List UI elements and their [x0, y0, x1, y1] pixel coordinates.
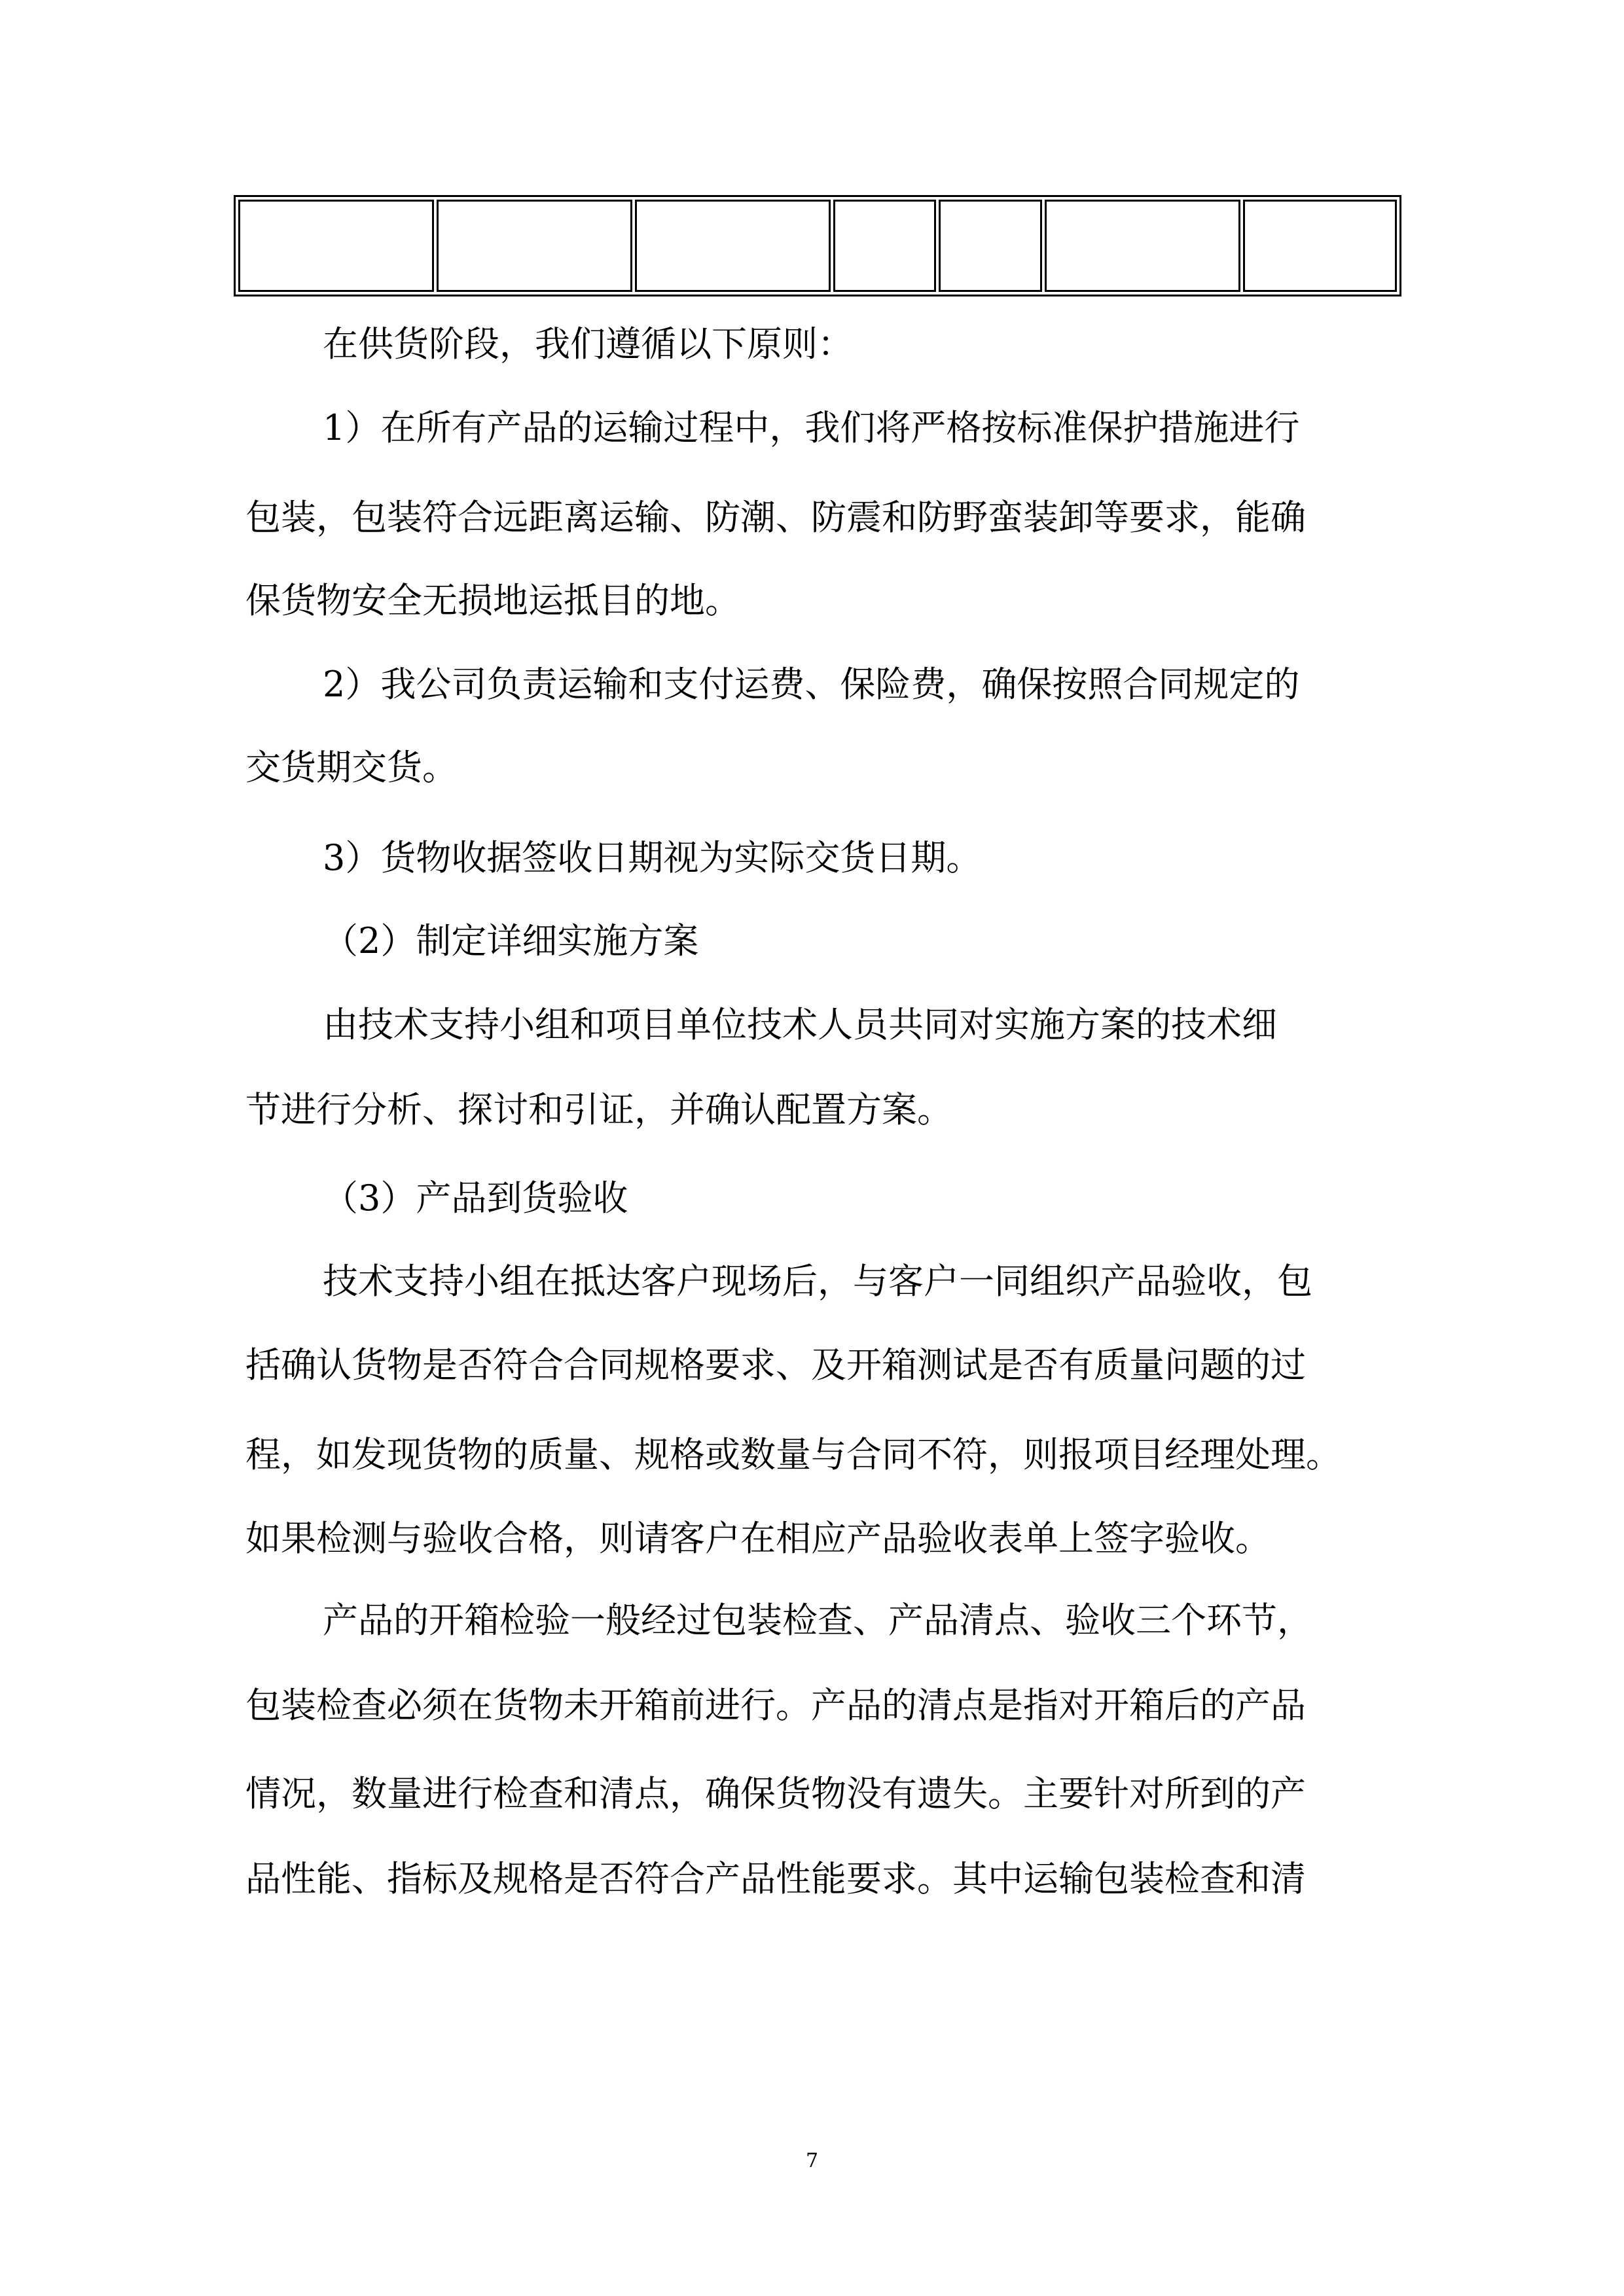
table-cell	[635, 200, 831, 292]
paragraph-line: 情况，数量进行检查和清点，确保货物没有遗失。主要针对所到的产	[245, 1773, 1306, 1814]
table-cell	[1243, 200, 1397, 292]
paragraph-line: 括确认货物是否符合合同规格要求、及开箱测试是否有质量问题的过	[245, 1344, 1306, 1386]
paragraph-line: 品性能、指标及规格是否符合产品性能要求。其中运输包装检查和清	[245, 1858, 1306, 1899]
paragraph-line: 如果检测与验收合格，则请客户在相应产品验收表单上签字验收。	[245, 1518, 1271, 1559]
empty-table	[234, 195, 1401, 296]
paragraph-line: 包装检查必须在货物未开箱前进行。产品的清点是指对开箱后的产品	[245, 1685, 1306, 1726]
paragraph-line: 包装，包装符合远距离运输、防潮、防震和防野蛮装卸等要求，能确	[245, 497, 1306, 538]
paragraph-line: 保货物安全无损地运抵目的地。	[245, 580, 740, 621]
paragraph-line: 2）我公司负责运输和支付运费、保险费，确保按照合同规定的	[323, 664, 1300, 705]
section-heading: （2）制定详细实施方案	[323, 920, 699, 961]
table-cell	[939, 200, 1041, 292]
table-cell	[1045, 200, 1240, 292]
page-number: 7	[805, 2149, 819, 2172]
table-cell	[238, 200, 434, 292]
paragraph-line: 技术支持小组在抵达客户现场后，与客户一同组织产品验收，包	[323, 1261, 1312, 1302]
paragraph-line: 产品的开箱检验一般经过包装检查、产品清点、验收三个环节，	[323, 1600, 1312, 1641]
paragraph-line: 程，如发现货物的质量、规格或数量与合同不符，则报项目经理处理。	[245, 1434, 1341, 1475]
paragraph-line: 3）货物收据签收日期视为实际交货日期。	[323, 837, 982, 878]
paragraph-line: 交货期交货。	[245, 747, 458, 788]
table-cell	[437, 200, 632, 292]
paragraph-line: 1）在所有产品的运输过程中，我们将严格按标准保护措施进行	[323, 407, 1300, 448]
paragraph-line: 节进行分析、探讨和引证，并确认配置方案。	[245, 1089, 952, 1130]
table-row	[238, 200, 1397, 292]
section-heading: （3）产品到货验收	[323, 1177, 628, 1219]
paragraph-line: 在供货阶段，我们遵循以下原则：	[323, 323, 853, 365]
paragraph-line: 由技术支持小组和项目单位技术人员共同对实施方案的技术细	[323, 1004, 1277, 1045]
table-cell	[833, 200, 936, 292]
